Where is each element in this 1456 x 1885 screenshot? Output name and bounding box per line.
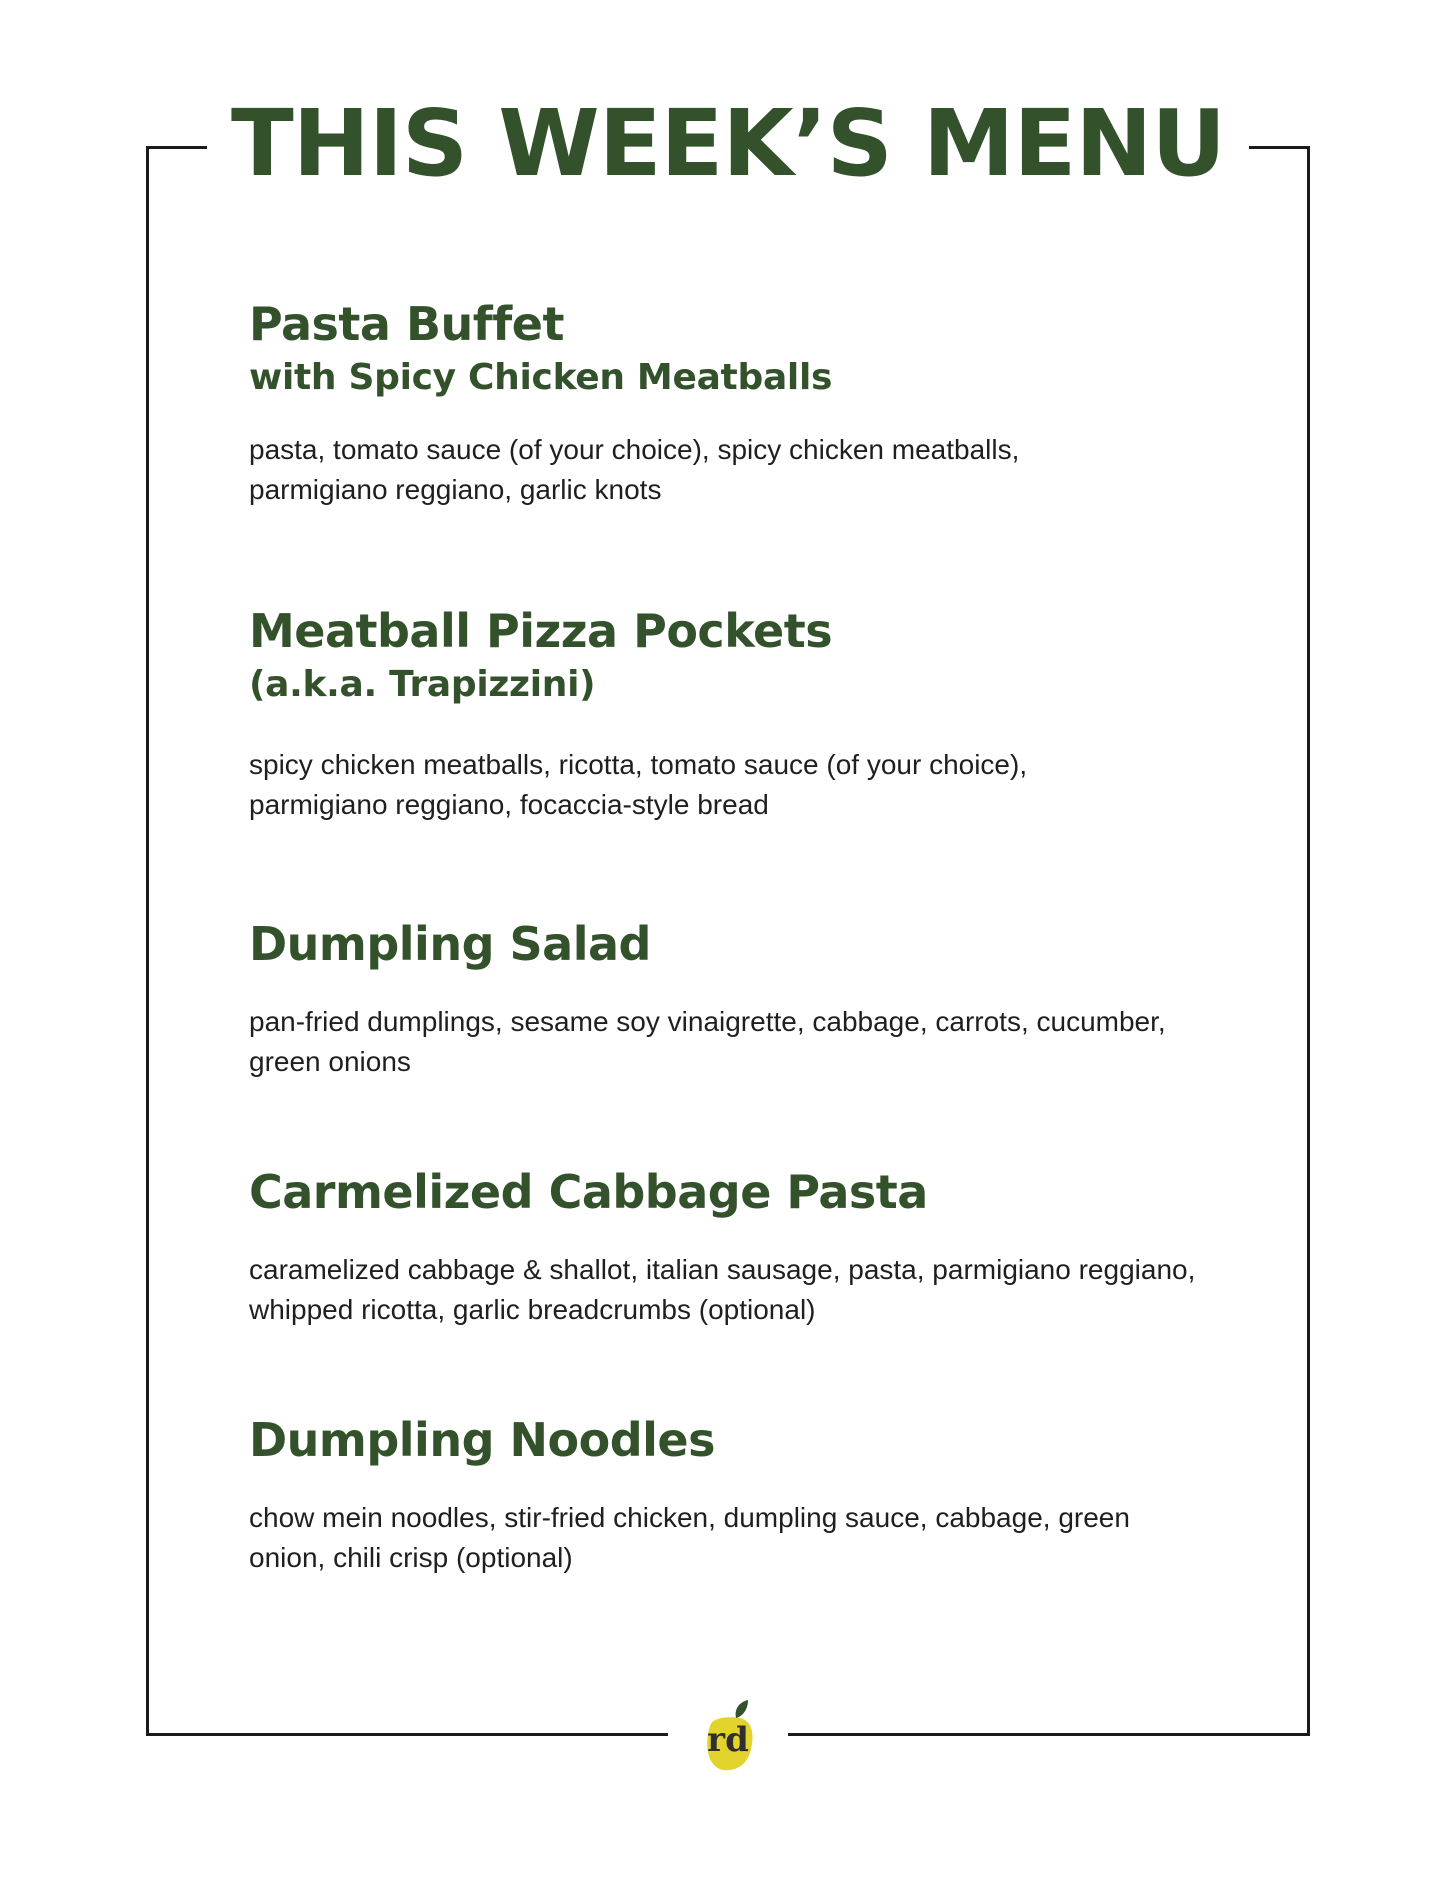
menu-item-description: pan-fried dumplings, sesame soy vinaigrette, cabbage, carrots, cucumber, green onions	[249, 1006, 1166, 1077]
menu-item-name: Pasta Buffet	[249, 297, 564, 351]
menu-item-name: Dumpling Salad	[249, 917, 651, 971]
page-title: THIS WEEK’S MENU	[207, 88, 1249, 200]
menu-item-description: chow mein noodles, stir-fried chicken, dumpling sauce, cabbage, green onion, chili crisp (optional)	[249, 1502, 1130, 1573]
menu-item-carmelized-cabbage-pasta	[249, 1164, 1229, 1330]
menu-item-dumpling-salad	[249, 916, 1229, 1082]
rd-lemon-logo-icon	[696, 1696, 760, 1776]
menu-item-description: spicy chicken meatballs, ricotta, tomato sauce (of your choice), parmigiano reggiano, focaccia-style bread	[249, 749, 1028, 820]
menu-item-name: Meatball Pizza Pockets	[249, 604, 833, 658]
menu-item-dumpling-noodles	[249, 1412, 1229, 1578]
logo-wrap	[668, 1694, 788, 1778]
menu-item-pasta-buffet	[249, 296, 1229, 510]
menu-item-name: Carmelized Cabbage Pasta	[249, 1165, 928, 1219]
menu-item-subtitle: (a.k.a. Trapizzini)	[249, 664, 596, 705]
menu-item-description: pasta, tomato sauce (of your choice), spicy chicken meatballs, parmigiano reggiano, garlic knots	[249, 434, 1020, 505]
logo-text: rd	[707, 1720, 749, 1760]
menu-item-subtitle: with Spicy Chicken Meatballs	[249, 357, 833, 398]
menu-item-meatball-pizza-pockets	[249, 603, 1229, 825]
menu-item-name: Dumpling Noodles	[249, 1413, 715, 1467]
menu-item-description: caramelized cabbage & shallot, italian sausage, pasta, parmigiano reggiano, whipped ricotta, garlic breadcrumbs (optional)	[249, 1254, 1196, 1325]
